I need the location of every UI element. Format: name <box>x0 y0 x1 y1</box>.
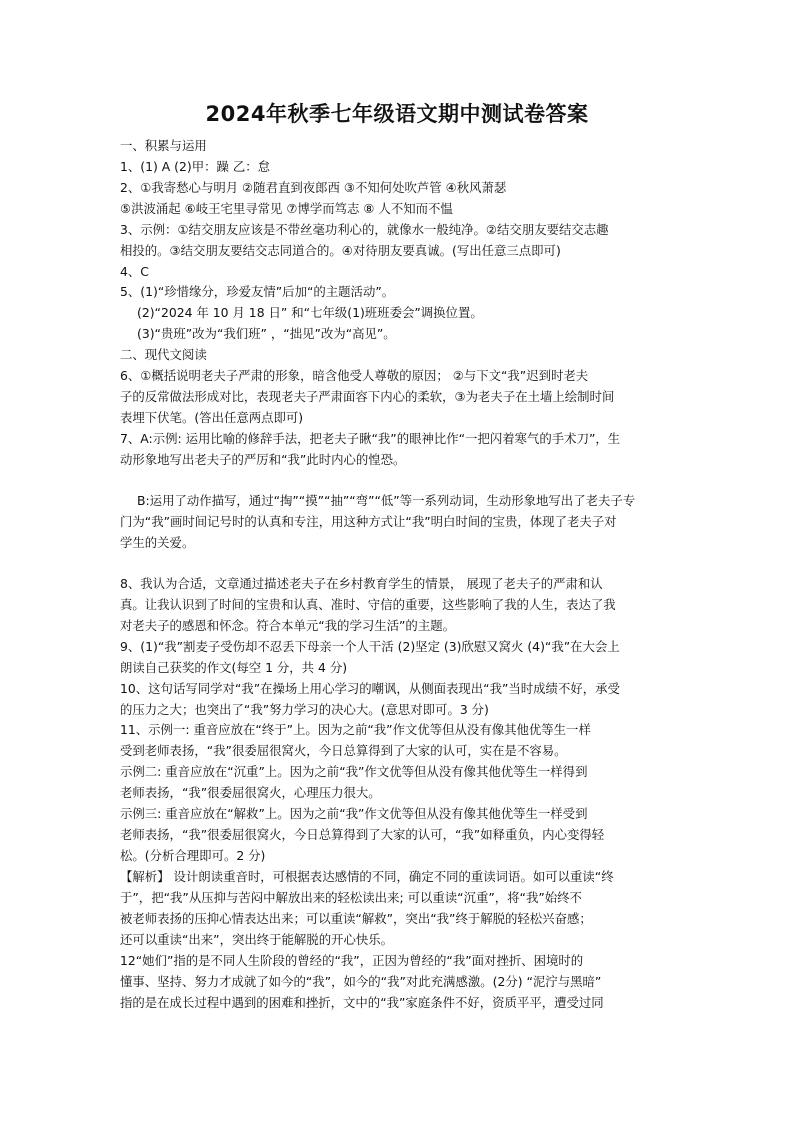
answer-line: 动形象地写出老夫子的严厉和“我”此时内心的惶恐。 <box>120 452 406 467</box>
answer-line: 松。(分析合理即可。2 分) <box>120 848 266 863</box>
answer-line: 学生的关爱。 <box>120 535 195 550</box>
answer-line: 子的反常做法形成对比，表现老夫子严肃面容下内心的柔软，③为老夫子在土墙上绘制时间 <box>120 389 615 404</box>
answer-line: 门为“我”画时间记号时的认真和专注，用这种方式让“我”明白时间的宝贵，体现了老夫子对 <box>120 514 617 529</box>
answer-line: 6、①概括说明老夫子严肃的形象，暗含他受人尊敬的原因； ②与下文“我”迟到时老夫 <box>120 368 589 383</box>
answer-line: 受到老师表扬，“我”很委屈很窝火，今日总算得到了大家的认可，实在是不容易。 <box>120 743 567 758</box>
answer-line: 4、C <box>120 264 149 279</box>
answer-line: 真。让我认识到了时间的宝贵和认真、准时、守信的重要，这些影响了我的人生，表达了我 <box>120 597 616 612</box>
answer-line: (2)“2024 年 10 月 18 日” 和“七年级(1)班班委会”调换位置。 <box>137 305 483 320</box>
analysis-line: 被老师表扬的压抑心情表达出来；可以重读“解救”，突出“我”终于解脱的轻松兴奋感； <box>120 911 592 926</box>
answer-line: ⑤洪波涌起 ⑥岐王宅里寻常见 ⑦博学而笃志 ⑧ 人不知而不愠 <box>120 201 453 216</box>
answer-line: B:运用了动作描写，通过“掏”“摸”“抽”“弯”“低”等一系列动词，生动形象地写出了老夫子专 <box>137 493 636 508</box>
answer-line: 10、这句话写同学对“我”在操场上用心学习的嘲讽，从侧面表现出“我”当时成绩不好，承受 <box>120 681 620 696</box>
answer-line: 老师表扬，“我”很委屈很窝火，今日总算得到了大家的认可，“我”如释重负，内心变得轻 <box>120 827 605 842</box>
analysis-line: 【解析】 设计朗读重音时，可根据表达感情的不同，确定不同的重读词语。如可以重读“终 <box>120 869 614 884</box>
answer-line: 9、(1)“我”割麦子受伤却不忍丢下母亲一个人干活 (2)坚定 (3)欣慰又窝火 (4)“我”在大会上 <box>120 639 620 654</box>
answer-line: 示例二: 重音应放在“沉重”上。因为之前“我”作文优等但从没有像其他优等生一样得到 <box>120 764 588 779</box>
section-heading-2: 二、现代文阅读 <box>120 347 207 362</box>
answer-line: 8、我认为合适，文章通过描述老夫子在乡村教育学生的情景， 展现了老夫子的严肃和认 <box>120 576 603 591</box>
answer-line: 朗读自己获奖的作文(每空 1 分，共 4 分) <box>120 660 348 675</box>
answer-line: 表埋下伏笔。(答出任意两点即可) <box>120 410 304 425</box>
answer-line: (3)“贵班”改为“我们班” ，“拙见”改为“高见”。 <box>137 326 396 341</box>
answer-line: 示例三: 重音应放在“解救”上。因为之前“我”作文优等但从没有像其他优等生一样受到 <box>120 806 588 821</box>
answer-line: 指的是在成长过程中遇到的困难和挫折，文中的“我”家庭条件不好，资质平平，遭受过同 <box>120 995 604 1010</box>
answer-line: 5、(1)“珍惜缘分，珍爱友情”后加“的主题活动”。 <box>120 284 395 299</box>
analysis-line: 于”，把“我”从压抑与苦闷中解放出来的轻松读出来; 可以重读“沉重”，将“我”始终不 <box>120 890 582 905</box>
answer-line: 的压力之大；也突出了“我”努力学习的决心大。(意思对即可。3 分) <box>120 702 489 717</box>
answer-line: 7、A:示例: 运用比喻的修辞手法，把老夫子瞅“我”的眼神比作“一把闪着寒气的手术刀”，生 <box>120 431 621 446</box>
answer-line: 12“她们”指的是不同人生阶段的曾经的“我”，正因为曾经的“我”面对挫折、困境时的 <box>120 953 584 968</box>
answer-line: 老师表扬，“我”很委屈很窝火，心理压力很大。 <box>120 785 381 800</box>
answer-line: 3、示例：①结交朋友应该是不带丝毫功利心的，就像水一般纯净。②结交朋友要结交志趣 <box>120 222 609 237</box>
document-title: 2024年秋季七年级语文期中测试卷答案 <box>205 102 589 126</box>
answer-line: 对老夫子的感恩和怀念。符合本单元“我的学习生活”的主题。 <box>120 618 455 633</box>
section-heading-1: 一、积累与运用 <box>120 138 207 153</box>
answer-line: 相投的。③结交朋友要结交志同道合的。④对待朋友要真诚。(写出任意三点即可) <box>120 243 561 258</box>
answer-line: 1、(1) A (2)甲：躁 乙：怠 <box>120 159 271 174</box>
answer-line: 2、①我寄愁心与明月 ②随君直到夜郎西 ③不知何处吹芦管 ④秋风萧瑟 <box>120 180 507 195</box>
analysis-line: 还可以重读“出来”，突出终于能解脱的开心快乐。 <box>120 932 394 947</box>
answer-line: 11、示例一: 重音应放在“终于”上。因为之前“我”作文优等但从没有像其他优等生一样 <box>120 722 591 737</box>
answer-line: 懂事、坚持、努力才成就了如今的“我”，如今的“我”对此充满感激。(2分) “泥泞与黑暗” <box>120 974 602 989</box>
